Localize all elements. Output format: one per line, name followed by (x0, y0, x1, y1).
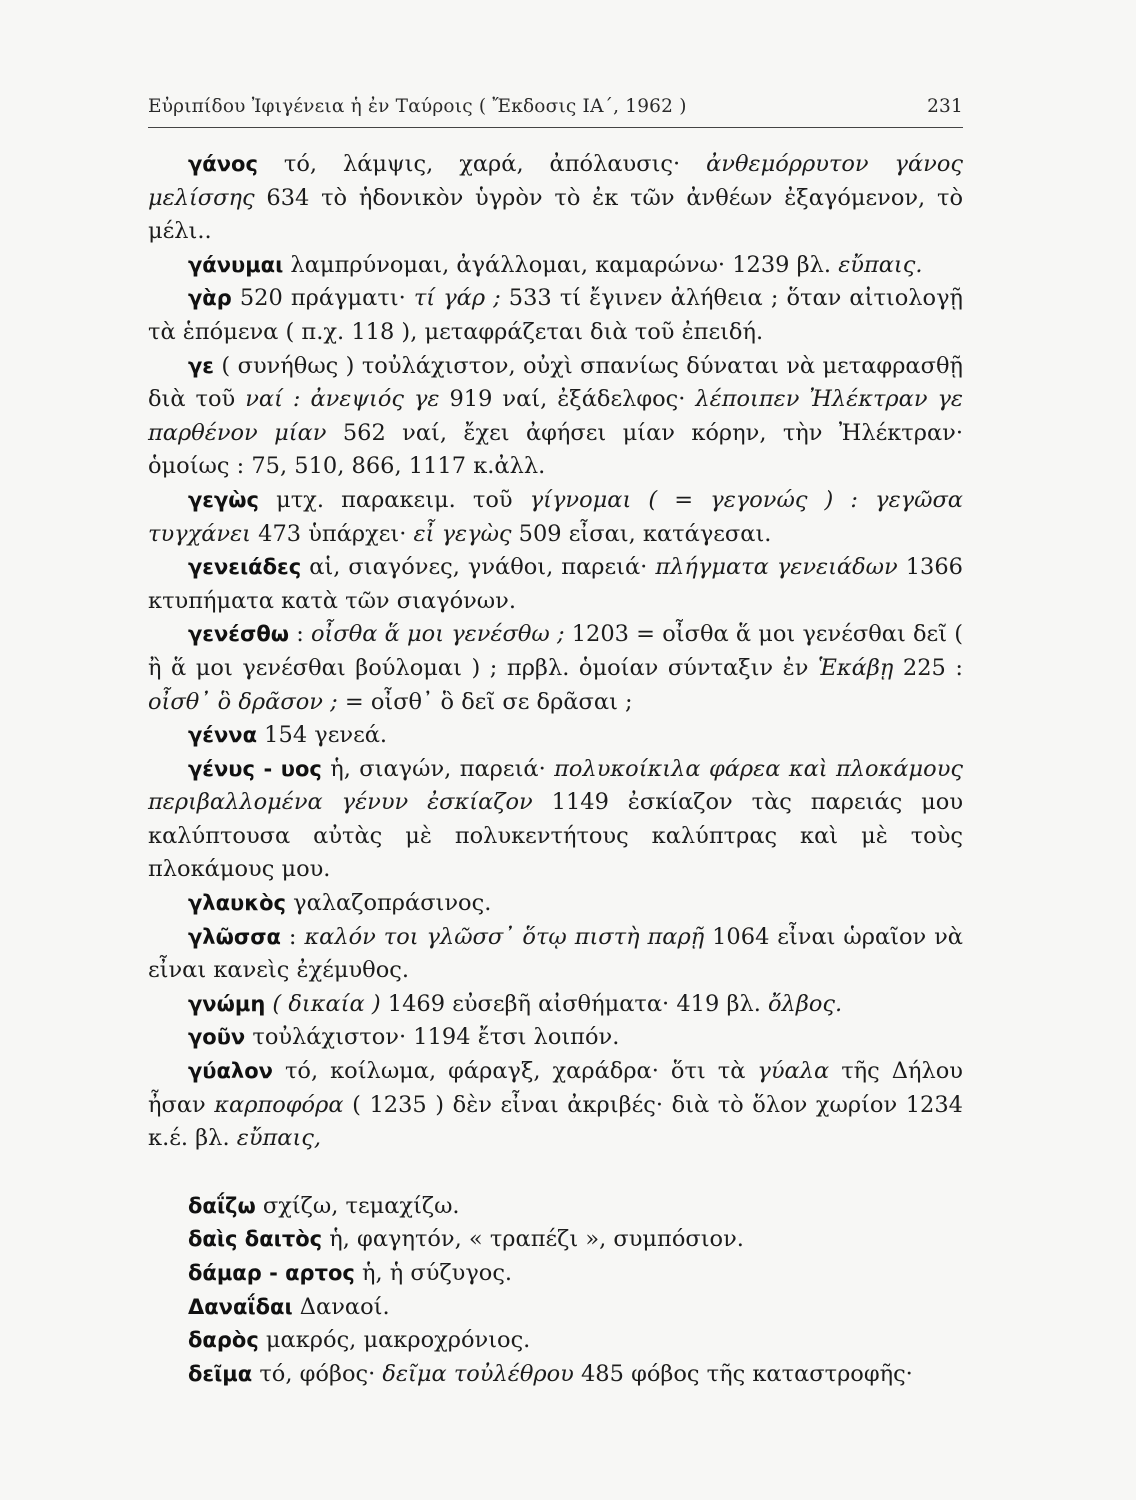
headword: δαὶς δαιτὸς (188, 1227, 323, 1252)
definition-text: λαμπρύνομαι, ἀγάλλομαι, καμαρώνω· 1239 βλ. (283, 251, 839, 278)
headword: γὰρ (188, 286, 232, 311)
book-page (148, 96, 963, 1391)
headword: δαΐζω (188, 1193, 256, 1218)
glossary-entry (148, 1291, 963, 1325)
definition-text: μτχ. παρακειμ. τοῦ (259, 486, 530, 513)
glossary-entry (148, 1324, 963, 1358)
quotation: εὔπαις. (838, 251, 923, 278)
definition-text: τοὐλάχιστον· 1194 ἔτσι λοιπόν. (245, 1024, 620, 1051)
definition-text: 1149 ἐσκίαζον τὰς παρειάς μου καλύπτουσα αὐτὰς μὲ πολυκεντήτους καλύπτρας καὶ μὲ τοὺς πλοκάμους μου. (148, 789, 963, 883)
definition-text: ( 1235 ) δὲν εἶναι ἀκριβές· διὰ τὸ ὅλον χωρίον 1234 κ.έ. βλ. (148, 1091, 963, 1152)
definition-text: μακρός, μακροχρόνιος. (258, 1327, 531, 1354)
glossary-entry (148, 148, 963, 249)
headword: γενέσθω (188, 622, 290, 647)
page-number: 231 (927, 96, 963, 117)
definition-text: 1064 εἶναι ὡραῖον νὰ εἶναι κανεὶς ἐχέμυθος. (148, 923, 963, 984)
glossary-entry (148, 350, 963, 484)
quotation: πολυκοίκιλα φάρεα καὶ πλοκάμους περιβαλλομένα γένυν ἐσκίαζον (148, 755, 963, 816)
quotation: εὔπαις, (236, 1125, 322, 1152)
quotation: Ἑκάβῃ (817, 654, 894, 681)
glossary-entry (148, 1358, 963, 1392)
quotation: καρποφόρα (214, 1091, 344, 1118)
quotation: λέποιπεν Ἠλέκτραν γε παρθένον μίαν (148, 386, 963, 446)
definition-text: 509 εἶσαι, κατάγεσαι. (511, 520, 772, 547)
glossary-entry (148, 753, 963, 887)
quotation: ὄλβος. (768, 990, 843, 1017)
definition-text: ἡ, ἡ σύζυγος. (354, 1260, 513, 1286)
headword: γύαλον (188, 1059, 273, 1084)
glossary-entry (148, 484, 963, 551)
definition-text: 634 τὸ ἡδονικὸν ὑγρὸν τὸ ἐκ τῶν ἀνθέων ἐξαγόμενον, τὸ μέλι.. (148, 184, 963, 245)
headword: γενειάδες (188, 555, 302, 580)
quotation: ( δικαία ) (272, 990, 381, 1017)
quotation: δεῖμα τοὐλέθρου (382, 1360, 574, 1387)
headword: γε (188, 353, 214, 378)
headword: δεῖμα (188, 1361, 253, 1386)
glossary-entry (148, 1190, 963, 1224)
quotation: οἶσθα ἅ μοι γενέσθω ; (311, 621, 565, 648)
definition-text: = οἶσθ᾽ ὃ δεῖ σε δρᾶσαι ; (337, 688, 633, 715)
definition-text: 533 τί ἔγινεν ἀλήθεια ; ὅταν αἰτιολογῇ τὰ ἑπόμενα ( π.χ. 118 ), μεταφράζεται διὰ τοῦ ἐπειδή. (148, 285, 963, 345)
headword: γλῶσσα (188, 924, 281, 949)
running-header (148, 96, 963, 128)
definition-text: 520 πράγματι· (231, 285, 414, 312)
headword: γέννα (188, 723, 258, 748)
definition-text: ἡ, σιαγών, παρειά· (321, 755, 555, 782)
definition-text: 1366 κτυπήματα κατὰ τῶν σιαγόνων. (148, 554, 963, 614)
definition-text: ἡ, φαγητόν, « τραπέζι », συμπόσιον. (322, 1226, 744, 1253)
glossary-entries (148, 148, 963, 1391)
glossary-entry (148, 1055, 963, 1156)
quotation: καλόν τοι γλῶσσ᾽ ὅτῳ πιστὴ παρῇ (304, 923, 705, 950)
glossary-entry (148, 249, 963, 283)
definition-text: τό, λάμψις, χαρά, ἀπόλαυσις· (257, 151, 707, 177)
definition-text: 1469 εὐσεβῆ αἰσθήματα· 419 βλ. (380, 990, 769, 1017)
quotation: οἶσθ᾽ ὃ δρᾶσον ; (148, 688, 338, 715)
glossary-entry (148, 921, 963, 988)
definition-text: 919 ναί, ἐξάδελφος· (439, 386, 696, 413)
glossary-entry (148, 719, 963, 753)
headword: δάμαρ - αρτος (188, 1261, 355, 1285)
headword: γάνος (188, 152, 258, 176)
running-title: Εὐριπίδου Ἰφιγένεια ἡ ἐν Ταύροις ( Ἔκδοσις ΙΑ΄, 1962 ) (148, 96, 687, 117)
headword: γάνυμαι (188, 252, 284, 277)
quotation: γύαλα (757, 1058, 830, 1085)
headword: γνώμη (188, 991, 266, 1016)
quotation: εἶ γεγὼς (413, 520, 512, 547)
quotation: ναί : ἀνεψιός γε (245, 386, 440, 413)
definition-text: τό, φόβος· (252, 1360, 383, 1387)
definition-text: 1203 = οἶσθα ἅ μοι γενέσθαι δεῖ ( ἢ ἅ μοι γενέσθαι βούλομαι ) ; πρβλ. ὁμοίαν σύνταξιν ἐν (148, 621, 963, 681)
glossary-entry (148, 1223, 963, 1257)
glossary-entry (148, 887, 963, 921)
glossary-entry (148, 1257, 963, 1291)
definition-text: 485 φόβος τῆς καταστροφῆς· (573, 1360, 913, 1387)
headword: γεγὼς (188, 487, 259, 512)
definition-text: 154 γενεά. (257, 722, 388, 749)
definition-text: ( συνήθως ) τοὐλάχιστον, οὐχὶ σπανίως δύναται νὰ μεταφρασθῇ διὰ τοῦ (148, 352, 963, 413)
headword: Δαναΐδαι (188, 1294, 293, 1319)
quotation: πλήγματα γενειάδων (655, 554, 898, 581)
definition-text: : (289, 621, 311, 648)
definition-text: τό, κοίλωμα, φάραγξ, χαράδρα· ὅτι τὰ (272, 1058, 758, 1085)
definition-text: αἱ, σιαγόνες, γνάθοι, παρειά· (301, 554, 656, 581)
definition-text: 225 : (893, 654, 963, 681)
definition-text: : (280, 923, 305, 950)
headword: δαρὸς (188, 1328, 259, 1353)
definition-text: Δαναοί. (292, 1293, 390, 1320)
definition-text: σχίζω, τεμαχίζω. (255, 1192, 460, 1219)
headword: γοῦν (188, 1025, 246, 1050)
definition-text: τῆς Δήλου ἦσαν (148, 1058, 963, 1118)
definition-text: γαλαζοπράσινος. (286, 890, 492, 917)
quotation: γίγνομαι ( = γεγονώς ) : γεγῶσα τυγχάνει (148, 486, 963, 547)
glossary-entry (148, 618, 963, 719)
glossary-entry (148, 282, 963, 349)
definition-text: 473 ὑπάρχει· (250, 520, 414, 547)
quotation: τί γάρ ; (413, 285, 501, 312)
glossary-entry (148, 988, 963, 1022)
headword: γλαυκὸς (188, 891, 286, 916)
glossary-entry (148, 551, 963, 618)
glossary-entry (148, 1021, 963, 1055)
definition-text: 562 ναί, ἔχει ἀφήσει μίαν κόρην, τὴν Ἠλέκτραν· ὁμοίως : 75, 510, 866, 1117 κ.ἀλλ. (148, 419, 963, 480)
headword: γένυς - υος (188, 756, 322, 781)
quotation: ἀνθεμόρρυτον γάνος μελίσσης (148, 151, 963, 211)
